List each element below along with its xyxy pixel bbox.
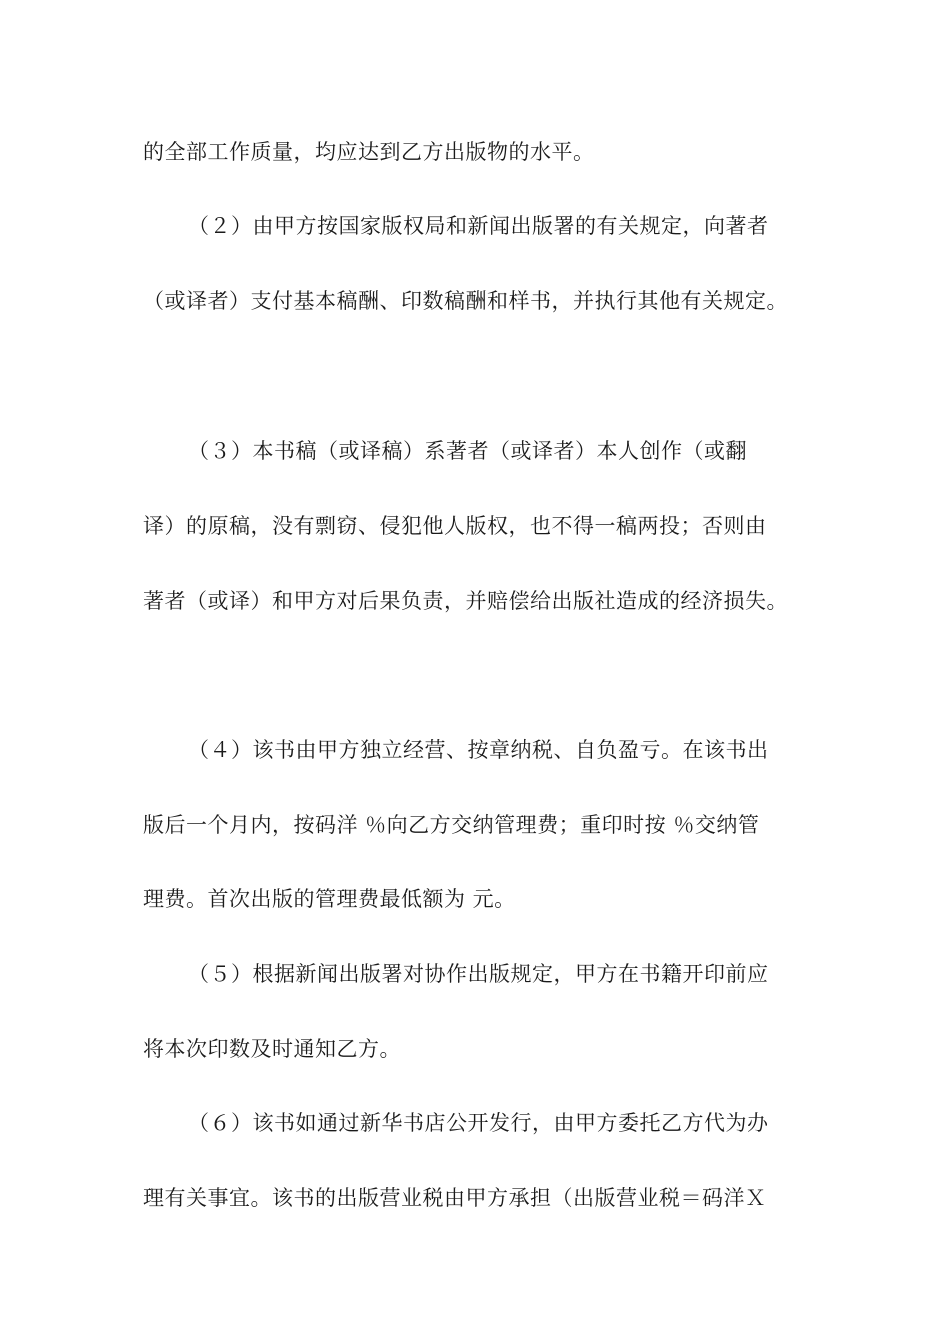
paragraph-2-line-1: （２）由甲方按国家版权局和新闻出版署的有关规定，向著者	[188, 214, 769, 238]
paragraph-4-line-1: （４）该书由甲方独立经营、按章纳税、自负盈亏。在该书出	[188, 738, 769, 762]
paragraph-5-line-1: （５）根据新闻出版署对协作出版规定，甲方在书籍开印前应	[188, 962, 769, 986]
paragraph-4-line-2: 版后一个月内，按码洋 ％向乙方交纳管理费；重印时按 ％交纳管	[143, 813, 760, 837]
paragraph-3-line-3: 著者（或译）和甲方对后果负责，并赔偿给出版社造成的经济损失。	[143, 589, 788, 613]
paragraph-3-line-2: 译）的原稿，没有剽窃、侵犯他人版权，也不得一稿两投；否则由	[143, 514, 767, 538]
paragraph-1-line-1: 的全部工作质量，均应达到乙方出版物的水平。	[143, 140, 595, 164]
paragraph-6-line-1: （６）该书如通过新华书店公开发行，由甲方委托乙方代为办	[188, 1111, 769, 1135]
paragraph-2-line-2: （或译者）支付基本稿酬、印数稿酬和样书，并执行其他有关规定。	[143, 289, 788, 313]
paragraph-5-line-2: 将本次印数及时通知乙方。	[143, 1037, 401, 1061]
paragraph-6-line-2: 理有关事宜。该书的出版营业税由甲方承担（出版营业税＝码洋Ｘ	[143, 1186, 767, 1210]
paragraph-4-line-3: 理费。首次出版的管理费最低额为 元。	[143, 887, 516, 911]
paragraph-3-line-1: （３）本书稿（或译稿）系著者（或译者）本人创作（或翻	[188, 439, 747, 463]
